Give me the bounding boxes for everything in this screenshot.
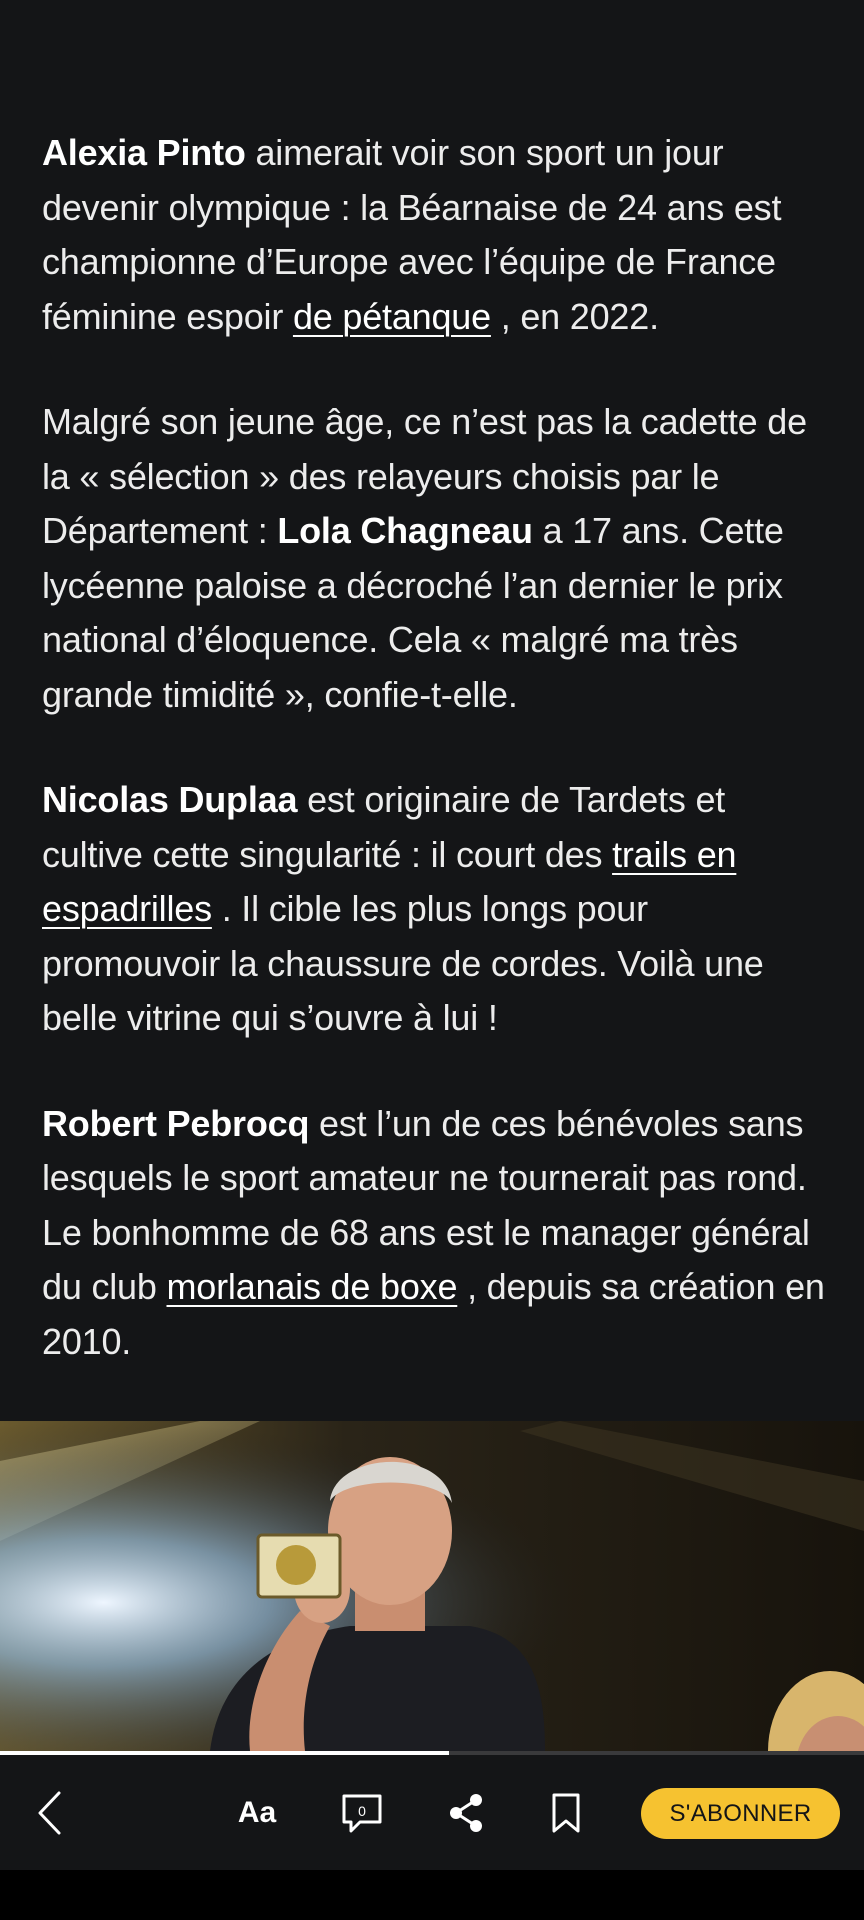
link-trails-en-espadrilles[interactable]: trails en espadrilles xyxy=(42,833,737,929)
comments-count: 0 xyxy=(358,1802,366,1819)
font-size-button[interactable]: Aa xyxy=(237,1795,277,1829)
paragraph-text: Malgré son jeune âge, ce n’est pas la cadette de la « sélection » des relayeurs choisis par le Département : xyxy=(42,401,807,551)
paragraph-text: aimerait voir son sport un jour devenir olympique : la Béarnaise de 24 ans est championne d’Europe avec l’équipe de France féminine espoir xyxy=(42,132,782,337)
bookmark-button[interactable] xyxy=(540,1755,592,1870)
person-name: Robert Pebrocq xyxy=(42,1102,310,1144)
bookmark-icon xyxy=(550,1792,582,1834)
person-name: Lola Chagneau xyxy=(277,510,533,551)
comments-button[interactable] xyxy=(334,1755,390,1870)
person-name: Nicolas Duplaa xyxy=(42,779,298,820)
paragraph-robert-pebrocq xyxy=(42,1097,832,1370)
paragraph-text: est originaire de Tardets et cultive cette singularité : il court des xyxy=(42,779,726,875)
article-photo[interactable] xyxy=(0,1421,864,1751)
paragraph-alexia-pinto xyxy=(42,126,832,344)
subscribe-button[interactable]: S'ABONNER xyxy=(641,1788,840,1839)
system-navigation-bar xyxy=(0,1870,864,1920)
bottom-toolbar xyxy=(0,1755,864,1870)
chevron-left-icon xyxy=(35,1790,65,1836)
share-icon xyxy=(446,1791,486,1835)
link-petanque[interactable]: de pétanque xyxy=(292,295,491,337)
photo-man-holding-medal xyxy=(0,1421,864,1751)
paragraph-text: . Il cible les plus longs pour promouvoir la chaussure de cordes. Voilà une belle vitrine qui s’ouvre à lui ! xyxy=(42,888,764,1038)
article-body xyxy=(42,126,832,1420)
paragraph-text: a 17 ans. Cette lycéenne paloise a décroché l’an dernier le prix national d’éloquence. Cela « malgré ma très grande timidité », confie-t-elle. xyxy=(42,510,784,715)
paragraph-text: est l’un de ces bénévoles sans lesquels le sport amateur ne tournerait pas rond. Le bonhomme de 68 ans est le manager général du club xyxy=(42,1102,810,1307)
paragraph-text: , depuis sa création en 2010. xyxy=(42,1266,825,1362)
paragraph-lola-chagneau xyxy=(42,395,832,722)
paragraph-nicolas-duplaa xyxy=(42,773,832,1046)
paragraph-text: , en 2022. xyxy=(490,295,659,337)
back-button[interactable] xyxy=(20,1755,80,1870)
link-morlanais-de-boxe[interactable]: morlanais de boxe xyxy=(166,1266,458,1307)
person-name: Alexia Pinto xyxy=(42,132,246,173)
share-button[interactable] xyxy=(438,1755,494,1870)
comment-bubble-icon xyxy=(340,1791,384,1835)
